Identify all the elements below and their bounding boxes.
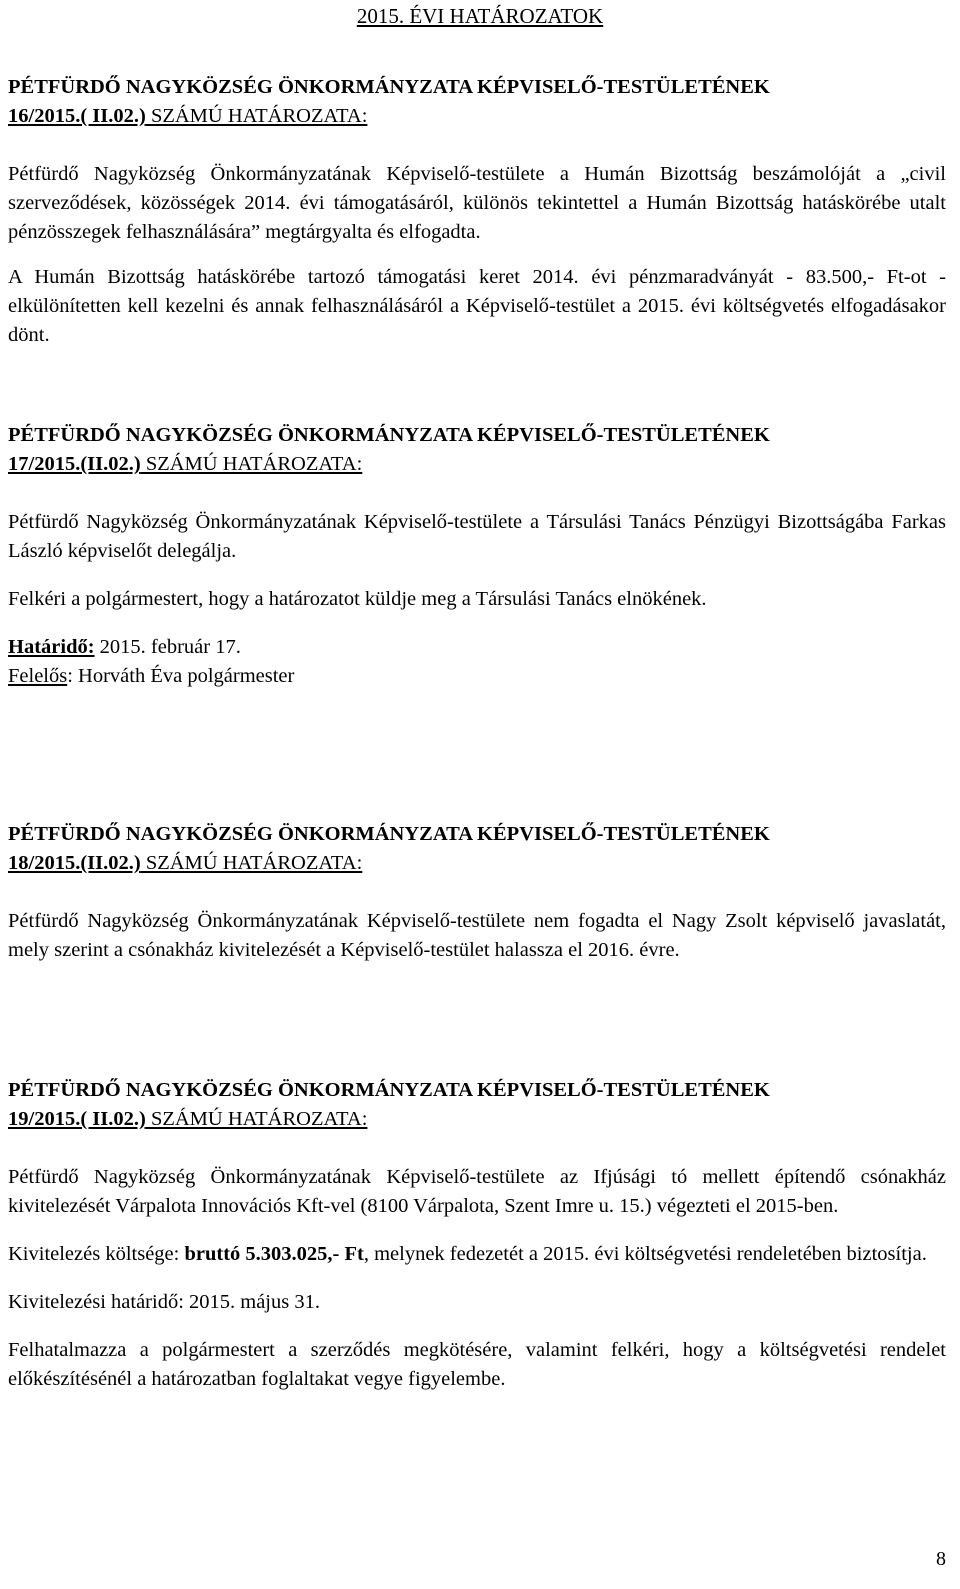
resolution-heading: PÉTFÜRDŐ NAGYKÖZSÉG ÖNKORMÁNYZATA KÉPVISELŐ-TESTÜLETÉNEK	[8, 1079, 770, 1101]
resolution-paragraph: Pétfürdő Nagyközség Önkormányzatának Képviselő-testülete nem fogadta el Nagy Zsolt képviselő javaslatát, mely szerint a csónakház kivitelezését a Képviselő-testület halassza el 2016. évre.	[8, 910, 946, 961]
cost-prefix: Kivitelezés költsége:	[8, 1243, 185, 1265]
resolution-17	[8, 421, 946, 691]
resolution-title	[8, 1076, 946, 1134]
resolution-heading: PÉTFÜRDŐ NAGYKÖZSÉG ÖNKORMÁNYZATA KÉPVISELŐ-TESTÜLETÉNEK	[8, 424, 770, 446]
resolution-heading: PÉTFÜRDŐ NAGYKÖZSÉG ÖNKORMÁNYZATA KÉPVISELŐ-TESTÜLETÉNEK	[8, 76, 770, 98]
resolution-19	[8, 1076, 946, 1394]
resolution-title	[8, 73, 946, 131]
responsible-label: Felelős	[8, 665, 68, 687]
deadline-line	[8, 633, 946, 662]
page-title: 2015. ÉVI HATÁROZATOK	[356, 4, 604, 28]
resolution-paragraph: Pétfürdő Nagyközség Önkormányzatának Képviselő-testülete az Ifjúsági tó mellett építendő csónakház kivitelezését Várpalota Innovációs Kft-vel (8100 Várpalota, Szent Imre u. 15.) végezteti el 2015-ben.	[8, 1166, 946, 1217]
resolution-paragraph: A Humán Bizottság hatáskörébe tartozó támogatási keret 2014. évi pénzmaradványát - 83.500,- Ft-ot - elkülönítetten kell kezelni és annak felhasználásáról a Képviselő-testület a 2015. évi költségvetés elfogadásakor dönt.	[8, 266, 946, 346]
resolution-title	[8, 820, 946, 878]
resolution-title	[8, 421, 946, 479]
resolution-label: SZÁMÚ HATÁROZATA:	[145, 105, 368, 127]
resolution-label: SZÁMÚ HATÁROZATA:	[140, 852, 363, 874]
cost-amount: bruttó 5.303.025,- Ft	[184, 1243, 364, 1265]
resolution-number: 16/2015.( II.02.)	[8, 105, 146, 127]
resolution-paragraph: Pétfürdő Nagyközség Önkormányzatának Képviselő-testülete a Humán Bizottság beszámolóját a „civil szerveződések, közösségek 2014. évi támogatásáról, különös tekintettel a Humán Bizottság hatáskörébe utalt pénzösszegek felhasználására” megtárgyalta és elfogadta.	[8, 163, 946, 243]
resolution-number: 17/2015.(II.02.)	[8, 453, 141, 475]
resolution-18	[8, 820, 946, 965]
deadline-value: 2015. február 17.	[94, 636, 241, 658]
resolution-label: SZÁMÚ HATÁROZATA:	[145, 1108, 368, 1130]
resolution-number: 19/2015.( II.02.)	[8, 1108, 146, 1130]
resolution-label: SZÁMÚ HATÁROZATA:	[140, 453, 363, 475]
responsible-value: : Horváth Éva polgármester	[67, 665, 295, 687]
execution-deadline: Kivitelezési határidő: 2015. május 31.	[8, 1291, 320, 1313]
resolution-16	[8, 73, 946, 350]
cost-suffix: , melynek fedezetét a 2015. évi költségvetési rendeletében biztosítja.	[363, 1243, 927, 1265]
page-number: 8	[936, 1548, 946, 1570]
resolution-heading: PÉTFÜRDŐ NAGYKÖZSÉG ÖNKORMÁNYZATA KÉPVISELŐ-TESTÜLETÉNEK	[8, 823, 770, 845]
responsible-line	[8, 662, 946, 691]
resolution-paragraph: Pétfürdő Nagyközség Önkormányzatának Képviselő-testülete a Társulási Tanács Pénzügyi Bizottságába Farkas László képviselőt delegálja.	[8, 511, 946, 562]
authorization-paragraph: Felhatalmazza a polgármestert a szerződés megkötésére, valamint felkéri, hogy a költségvetési rendelet előkészítésénél a határozatban foglaltakat vegye figyelembe.	[8, 1339, 946, 1390]
cost-paragraph	[8, 1240, 946, 1269]
resolution-paragraph: Felkéri a polgármestert, hogy a határozatot küldje meg a Társulási Tanács elnökének.	[8, 588, 707, 610]
resolution-number: 18/2015.(II.02.)	[8, 852, 141, 874]
deadline-label: Határidő:	[8, 636, 95, 658]
